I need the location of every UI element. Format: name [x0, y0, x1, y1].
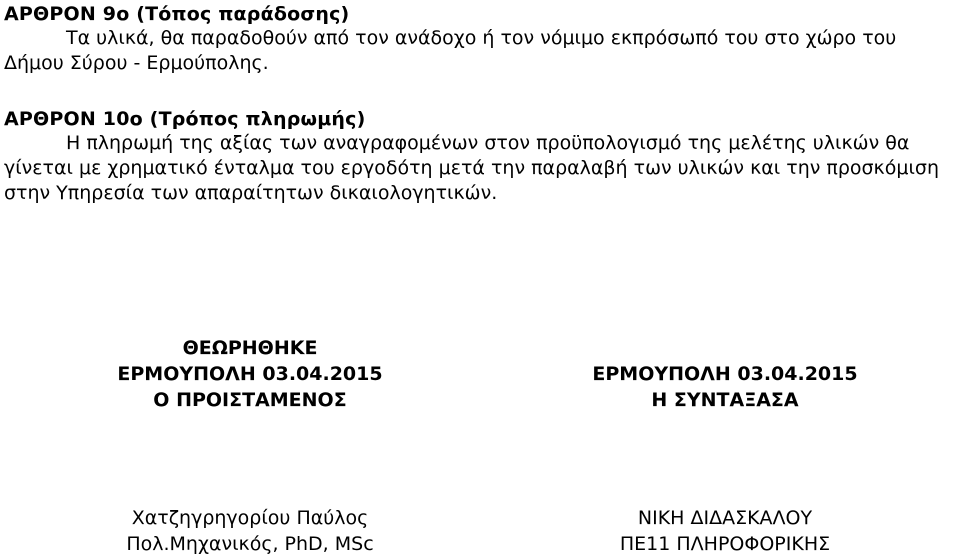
article-9-line-2: Δήμου Σύρου - Ερμούπολης.: [4, 52, 269, 74]
right-signatory-title: ΠΕ11 ΠΛΗΡΟΦΟΡΙΚΗΣ: [619, 533, 831, 555]
left-signatory-title: Πολ.Μηχανικός, PhD, MSc: [126, 533, 374, 555]
article-9-body: [4, 26, 956, 76]
right-role: Η ΣΥΝΤΑΞΑΣΑ: [651, 389, 799, 411]
signatory-right: [530, 505, 920, 557]
approval-status: ΘΕΩΡΗΘΗΚΕ: [182, 337, 318, 359]
right-signatory-name: ΝΙΚΗ ΔΙΔΑΣΚΑΛΟΥ: [637, 507, 813, 529]
article-10-body: [4, 131, 956, 206]
left-role: Ο ΠΡΟΙΣΤΑΜΕΝΟΣ: [153, 389, 347, 411]
article-10-line-2: γίνεται με χρηματικό ένταλμα του εργοδότη μετά την παραλαβή των υλικών και την προσκόμιση: [4, 157, 939, 179]
article-10-heading: ΑΡΘΡΟΝ 10ο (Τρόπος πληρωμής): [4, 108, 366, 130]
right-place-date: ΕΡΜΟΥΠΟΛΗ 03.04.2015: [592, 363, 858, 385]
article-10-line-1: Η πληρωμή της αξίας των αναγραφομένων στον προϋπολογισμό της μελέτης υλικών θα: [66, 132, 910, 154]
article-9-line-1: Τα υλικά, θα παραδοθούν από τον ανάδοχο ή τον νόμιμο εκπρόσωπό του στο χώρο του: [66, 27, 897, 49]
left-place-date: ΕΡΜΟΥΠΟΛΗ 03.04.2015: [117, 363, 383, 385]
signature-block-left: [60, 335, 440, 413]
signature-block-right: [530, 361, 920, 413]
article-9-heading: ΑΡΘΡΟΝ 9ο (Τόπος παράδοσης): [4, 3, 350, 25]
left-signatory-name: Χατζηγρηγορίου Παύλος: [131, 507, 369, 529]
signatory-left: [60, 505, 440, 557]
article-10-line-3: στην Υπηρεσία των απαραίτητων δικαιολογητικών.: [4, 182, 498, 204]
